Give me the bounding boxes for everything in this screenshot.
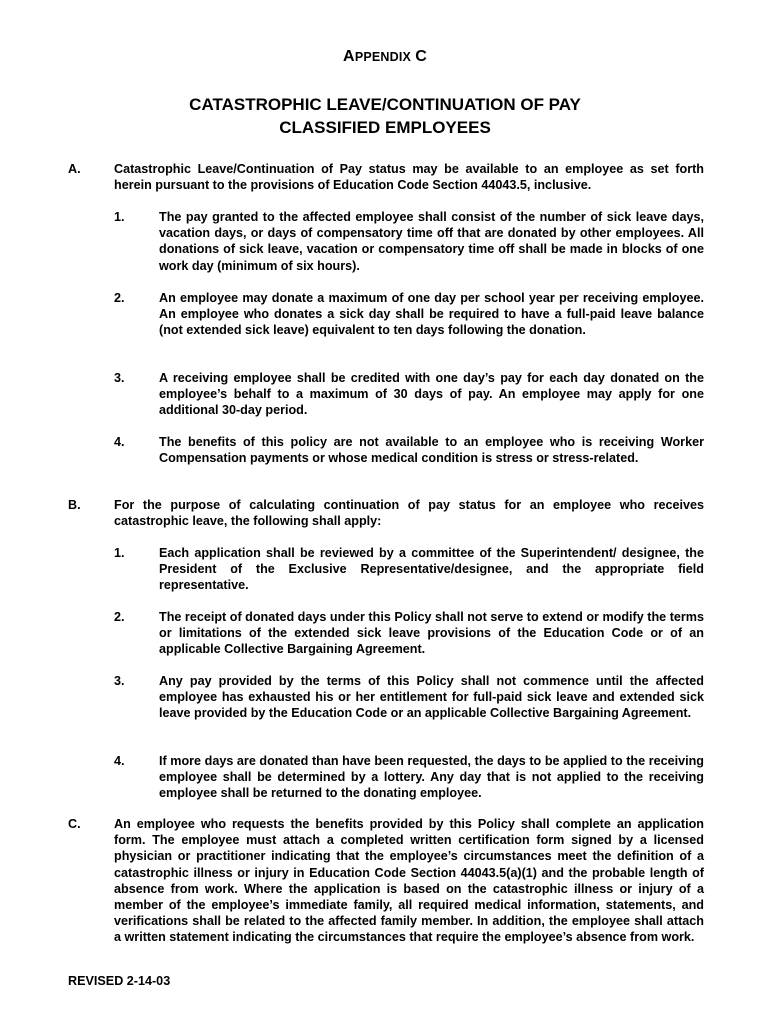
item-text: The pay granted to the affected employee shall consist of the number of sick leave days, vacation days, or days of compensatory time off that are donated by other employees. All donations of sick leave, vacation or compensatory time off shall be made in blocks of one work day (minimum of six hours). [159,210,704,273]
title-line-1: CATASTROPHIC LEAVE/CONTINUATION OF PAY [189,95,581,114]
item-text: Any pay provided by the terms of this Policy shall not commence until the affected employee has exhausted his or her entitlement for full-paid sick leave and extended sick leave provided by the Education Code or an applicable Collective Bargaining Agreement. [159,674,704,721]
section-letter: C. [68,817,81,831]
title-line-2: CLASSIFIED EMPLOYEES [279,118,491,137]
item-number: 3. [114,674,125,688]
item-number: 1. [114,546,125,560]
item-number: 4. [114,754,125,768]
item-number: 2. [114,610,125,624]
document-title [0,93,770,139]
section-b-item-2 [114,609,704,658]
section-b-item-3 [114,673,704,722]
appendix-letter: C [415,48,427,65]
section-b-item-1 [114,545,704,594]
item-number: 4. [114,435,125,449]
appendix-prefix: A [343,48,355,65]
appendix-heading [0,48,770,66]
item-text: A receiving employee shall be credited with one day’s pay for each day donated on the employee’s behalf to a maximum of 30 days of pay. An employee may apply for one additional 30-day period. [159,371,704,418]
item-text: The receipt of donated days under this Policy shall not serve to extend or modify the terms or limitations of the extended sick leave provisions of the Education Code or of an applicable Collective Bargaining Agreement. [159,610,704,657]
section-b-item-4 [114,753,704,802]
section-letter: B. [68,498,81,512]
section-text: For the purpose of calculating continuation of pay status for an employee who receives catastrophic leave, the following shall apply: [114,498,704,529]
item-number: 2. [114,291,125,305]
section-a [68,161,704,193]
item-text: If more days are donated than have been requested, the days to be applied to the receiving employee shall be determined by a lottery. Any day that is not applied to the receiving employee shall be returned to the donating employee. [159,754,704,801]
section-b [68,497,704,529]
section-a-item-1 [114,209,704,274]
appendix-word-rest: PPENDIX [354,50,412,64]
section-a-item-3 [114,370,704,419]
item-text: An employee may donate a maximum of one day per school year per receiving employee. An employee who donates a sick day shall be required to have a full-paid leave balance (not extended sick leave) equivalent to ten days following the donation. [159,291,704,338]
item-text: Each application shall be reviewed by a committee of the Superintendent/ designee, the President of the Exclusive Representative/designee, and the appropriate field representative. [159,546,704,593]
section-letter: A. [68,162,81,176]
revision-date: REVISED 2-14-03 [68,974,171,988]
section-text: Catastrophic Leave/Continuation of Pay status may be available to an employee as set forth herein pursuant to the provisions of Education Code Section 44043.5, inclusive. [114,162,704,193]
section-text: An employee who requests the benefits provided by this Policy shall complete an application form. The employee must attach a completed written certification form signed by a licensed physician or practitioner indicating that the employee’s circumstances meet the definition of a catastrophic illness or injury in Education Code Section 44043.5(a)(1) and the probable length of absence from work. Where the application is based on the catastrophic illness or injury of a member of the employee’s immediate family, all required medical information, statements, and verifications shall be related to the affected family member. In addition, the employee shall attach a written statement indicating the circumstances that require the employee’s absence from work. [114,817,704,945]
section-a-item-4 [114,434,704,466]
item-number: 3. [114,371,125,385]
item-text: The benefits of this policy are not available to an employee who is receiving Worker Compensation payments or whose medical condition is stress or stress-related. [159,435,704,466]
section-a-item-2 [114,290,704,339]
section-c [68,816,704,946]
item-number: 1. [114,210,125,224]
